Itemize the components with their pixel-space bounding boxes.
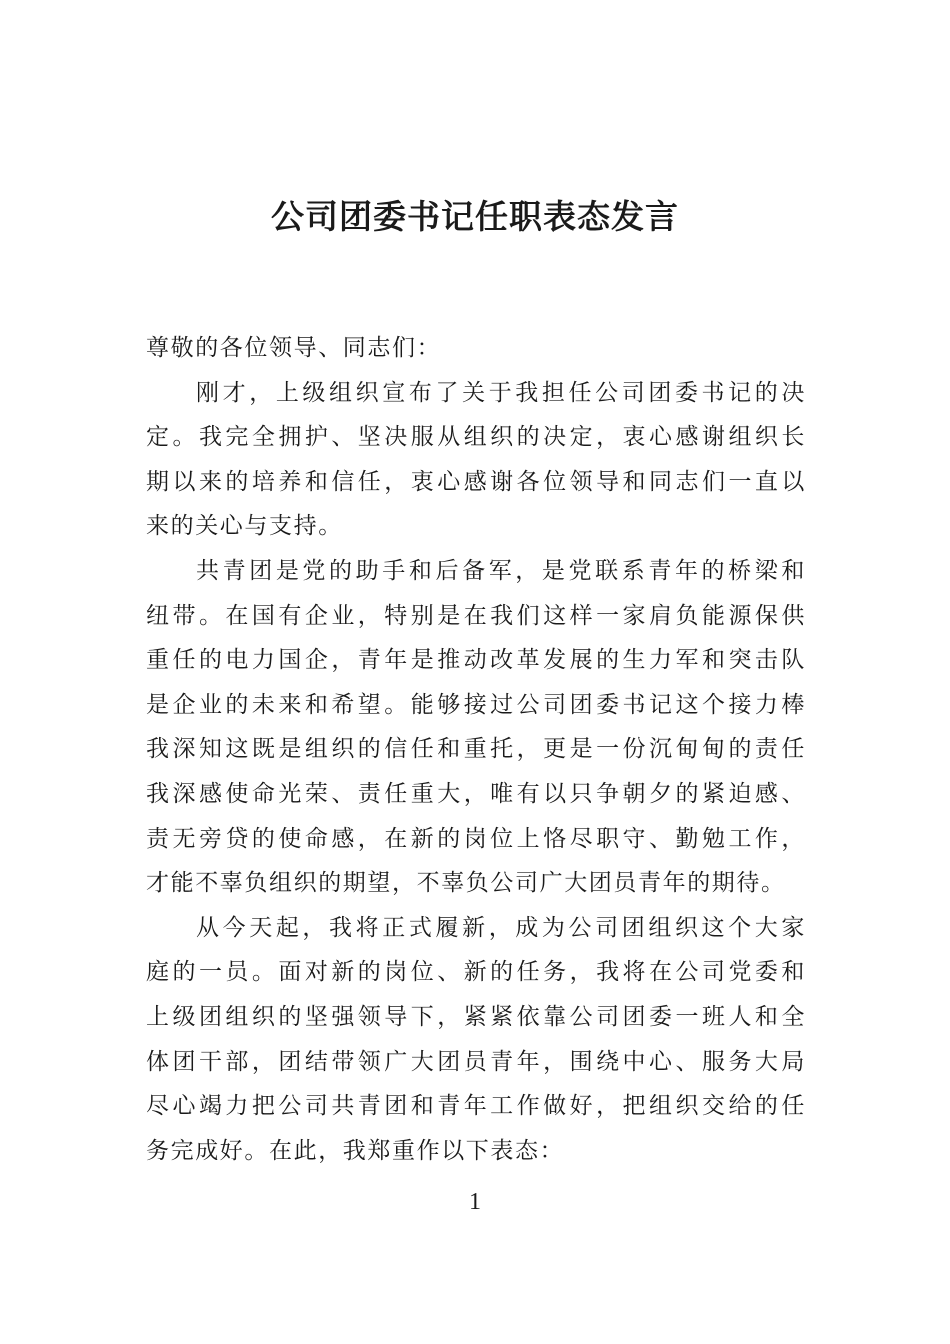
paragraph-line: 是企业的未来和希望。能够接过公司团委书记这个接力棒 xyxy=(146,691,806,718)
paragraph-line: 我深感使命光荣、责任重大，唯有以只争朝夕的紧迫感、 xyxy=(146,780,806,807)
paragraph-line: 务完成好。在此，我郑重作以下表态： xyxy=(146,1137,565,1164)
paragraph-line: 我深知这既是组织的信任和重托，更是一份沉甸甸的责任 xyxy=(146,736,806,763)
paragraph-line: 定。我完全拥护、坚决服从组织的决定，衷心感谢组织长 xyxy=(146,424,806,451)
paragraph-3 xyxy=(146,906,806,1174)
document-title: 公司团委书记任职表态发言 xyxy=(271,197,679,236)
paragraph-line: 纽带。在国有企业，特别是在我们这样一家肩负能源保供 xyxy=(146,602,806,629)
paragraph-line: 上级团组织的坚强领导下，紧紧依靠公司团委一班人和全 xyxy=(146,1003,806,1030)
paragraph-2 xyxy=(146,549,806,906)
paragraph-1 xyxy=(146,371,806,549)
paragraph-line: 刚才，上级组织宣布了关于我担任公司团委书记的决 xyxy=(196,379,806,406)
paragraph-line: 共青团是党的助手和后备军，是党联系青年的桥梁和 xyxy=(196,557,806,584)
paragraph-line: 责无旁贷的使命感，在新的岗位上恪尽职守、勤勉工作， xyxy=(146,825,806,852)
paragraph-line: 从今天起，我将正式履新，成为公司团组织这个大家 xyxy=(196,914,806,941)
document-body xyxy=(146,326,806,1173)
paragraph-line: 尽心竭力把公司共青团和青年工作做好，把组织交给的任 xyxy=(146,1093,806,1120)
paragraph-line: 重任的电力国企，青年是推动改革发展的生力军和突击队 xyxy=(146,647,806,674)
greeting-line: 尊敬的各位领导、同志们： xyxy=(146,335,442,361)
paragraph-line: 庭的一员。面对新的岗位、新的任务，我将在公司党委和 xyxy=(146,959,806,986)
paragraph-line: 才能不辜负组织的期望，不辜负公司广大团员青年的期待。 xyxy=(146,870,786,897)
paragraph-line: 来的关心与支持。 xyxy=(146,513,343,540)
page-number: 1 xyxy=(469,1189,481,1215)
paragraph-line: 期以来的培养和信任，衷心感谢各位领导和同志们一直以 xyxy=(146,468,806,495)
paragraph-line: 体团干部，团结带领广大团员青年，围绕中心、服务大局 xyxy=(146,1048,806,1075)
